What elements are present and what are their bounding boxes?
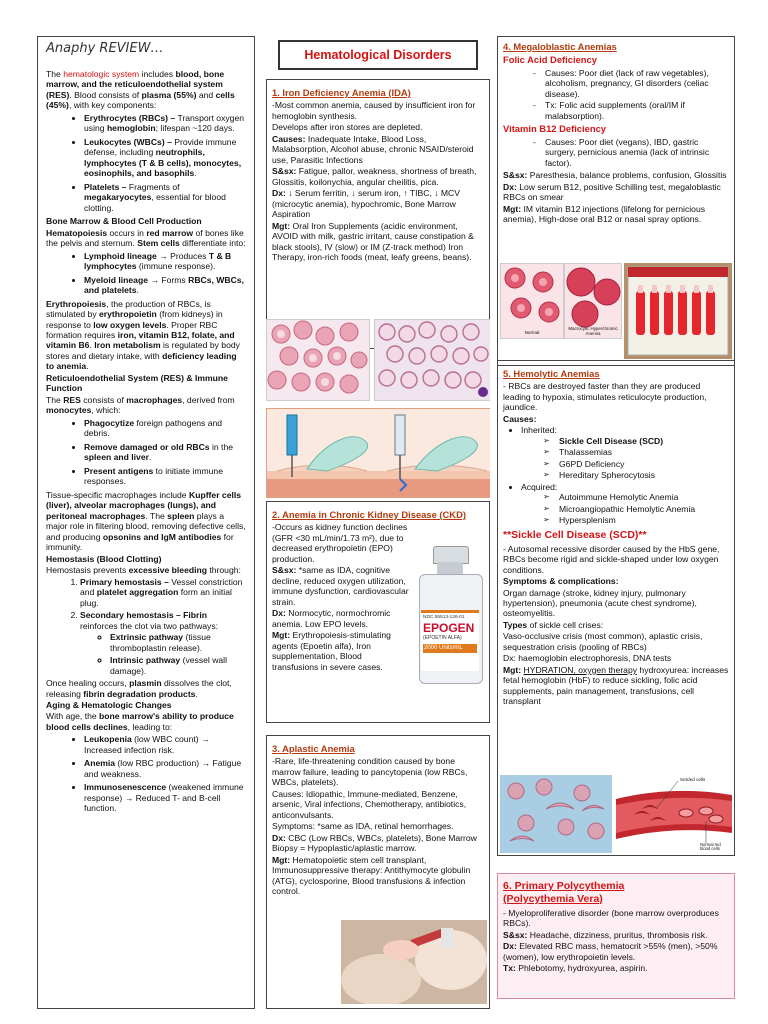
list-item: • Acquired: ➢ Autoimmune Hemolytic Anemia ➢ Microangiopathic Hemolytic Anemia ➢ Hypersplenism [521,482,729,526]
scd-types-label: Types of sickle cell crises: [503,619,604,630]
disorders-column-right [497,36,735,1009]
scd-types: Vaso-occlusive crisis (most common), aplastic crisis, sequestration crisis (pooling of RBCs) [503,631,703,652]
acquired-list [521,492,729,525]
list-item: ➢ Hypersplenism [559,515,729,525]
b12-list [503,137,729,168]
ckd-line: -Occurs as kidney function declines (GFR <30 mL/min/1.73 m²), due to decreased erythropoietin (EPO) production. [272,522,408,564]
section-heading: 5. Hemolytic Anemias [503,368,600,379]
megaloblastic-anemia-section [497,36,735,366]
list-item: ◦ Intrinsic pathway (vessel wall damage). [110,655,246,676]
page-title: Hematological Disorders [278,40,478,70]
scd-diagnosis: Dx: haemoglobin electrophoresis, DNA tests [503,653,672,664]
list-item: ➢ Sickle Cell Disease (SCD) [559,436,729,446]
section-heading: 3. Aplastic Anemia [272,743,355,754]
injection-technique-illustration [266,408,490,498]
list-item: 2. Secondary hemostasis – Fibrin reinforces the clot via two pathways: ◦ Extrinsic pathway (tissue thromboplastin release). ◦ Intrinsic pathway (vessel wall damage). [80,610,246,676]
bone-marrow-heading: Bone Marrow & Blood Cell Production [46,216,202,227]
bone-marrow-biopsy-photo [341,920,487,1004]
list-item: - Causes: Poor diet (lack of raw vegetables), alcoholism, pregnancy, GI disorders (celiac disease). [545,68,729,99]
list-item: - Tx: Folic acid supplements (oral/IM if malabsorption). [545,100,729,121]
list-item: 1. Primary hemostasis – Vessel constriction and platelet aggregation form an initial plug. [80,577,246,608]
inherited-list [521,436,729,481]
hemostasis-text: Hemostasis prevents excessive bleeding through: [46,565,241,576]
polycythemia-section [497,873,735,999]
aplastic-line: Causes: Idiopathic, Immune-mediated, Benzene, arsenic, Viral infections, Chemotherapy, antibiotics, anticonvulsants. [272,788,467,820]
list-item: • Platelets – Fragments of megakaryocytes, essential for blood clotting. [84,182,246,213]
list-item: • Immunosenescence (weakened immune response) → Reduced T- and B-cell function. [84,782,246,813]
list-item: • Leukocytes (WBCs) – Provide immune defense, including neutrophils, lymphocytes (T & B cells), monocytes, eosinophils, and basophils. [84,137,246,179]
lineage-list [46,251,246,296]
aplastic-anemia-section [266,735,490,1009]
ida-section [266,79,490,349]
polycythemia-treatment: Tx: Phlebotomy, hydroxyurea, aspirin. [503,963,648,974]
normal-blood-smear-image [266,319,370,401]
list-item: • Erythrocytes (RBCs) – Transport oxygen using hemoglobin; lifespan ~120 days. [84,113,246,134]
blood-components-list [46,113,246,213]
pathway-list [80,632,246,676]
ida-symptoms: S&sx: Fatigue, pallor, weakness, shortness of breath, Glossitis, koilonychia, angular cheilitis, pica. [272,166,477,187]
aging-text: With age, the bone marrow's ability to produce blood cells declines, leading to: [46,711,234,732]
list-item: ➢ Thalassemias [559,447,729,457]
folic-acid-list [503,68,729,121]
erythropoiesis-text: Erythropoiesis, the production of RBCs, is stimulated by erythropoietin (from kidneys) in response to low oxygen levels. Proper RBC formation requires iron, vitamin B12, folate, and vitamin B6. Iron metabolism is regulated by body stores and dietary intake, with deficiency leading to anemia. [46,298,240,372]
ckd-section [266,501,490,723]
sickle-cell-smear-image [500,775,612,853]
ckd-symptoms: S&sx: *same as IDA, cognitive decline, reduced oxygen utilization, immune dysfunction, cardiovascular strain. [272,565,409,607]
ida-diagnosis: Dx: ↓ Serum ferritin, ↓ serum iron, ↑ TIBC, ↓ MCV (microcytic anemia), hypochromic, Bone Marrow Aspiration [272,188,460,220]
healing-text: Once healing occurs, plasmin dissolves the clot, releasing fibrin degradation products. [46,678,232,699]
section-heading: 2. Anemia in Chronic Kidney Disease (CKD) [272,509,466,520]
aplastic-diagnosis: Dx: CBC (Low RBCs, WBCs, platelets), Bone Marrow Biopsy = Hypoplastic/aplastic marrow. [272,832,477,854]
anaphy-review-panel [37,36,255,1009]
aplastic-line: Symptoms: *same as IDA, retinal hemorrhages. [272,821,454,832]
review-title: Anaphy REVIEW… [46,41,164,56]
review-intro: The hematologic system includes blood, bone marrow, and the reticuloendothelial system (RES). Blood consists of plasma (55%) and cells (45%), with key components: [46,68,235,111]
hemolytic-causes-list [503,425,729,525]
list-item: ➢ Autoimmune Hemolytic Anemia [559,492,729,502]
sickled-vs-normal-vessel-diagram: Sickled cells Normal red blood cells [616,775,732,853]
list-item: • Phagocytize foreign pathogens and debris. [84,418,246,439]
res-heading: Reticuloendothelial System (RES) & Immune Function [46,372,228,394]
section-heading: 6. Primary Polycythemia [503,880,625,892]
scd-heading: **Sickle Cell Disease (SCD)** [503,528,647,541]
aging-list [46,734,246,813]
ida-causes: Causes: Inadequate Intake, Blood Loss, Malabsorption, Alcohol abuse, chronic NSAID/steroid use, Parasitic Infections [272,133,474,165]
epogen-vial-image: NDC 55513-126-01 EPOGEN (EPOETIN ALFA) 2000 Units/mL [415,546,485,686]
section-heading: 4. Megaloblastic Anemias [503,41,617,52]
hemolytic-anemia-section [497,360,735,856]
res-functions-list [46,418,246,487]
hemostasis-heading: Hemostasis (Blood Clotting) [46,553,162,564]
list-item: • Present antigens to initiate immune responses. [84,466,246,487]
normal-rbc-image: Normal [500,263,564,339]
mega-management: Mgt: IM vitamin B12 injections (lifelong for pernicious anemia), High-dose oral B12 or nasal spray options. [503,203,706,225]
disorders-column-middle [266,36,490,1009]
scd-line: - Autosomal recessive disorder caused by the HbS gene, RBCs become rigid and sickle-shaped under low oxygen conditions. [503,543,720,575]
scd-complications-label: Symptoms & complications: [503,576,619,587]
macrocytic-rbc-image: Macrocytic Hyperchromic Anemia [564,263,622,339]
list-item: • Lymphoid lineage → Produces T & B lymphocytes (immune response). [84,251,246,272]
list-item: • Leukopenia (low WBC count) → Increased infection risk. [84,734,246,755]
aplastic-management: Mgt: Hematopoietic stem cell transplant, Immunosuppressive therapy: Antithymocyte globulin (ATG), cyclosporine, Blood transfusions & infection control. [272,854,471,897]
aging-heading: Aging & Hematologic Changes [46,699,172,710]
list-item: - Causes: Poor diet (vegans), IBD, gastric surgery, pernicious anemia (lack of intrinsic factor). [545,137,729,168]
ckd-diagnosis: Dx: Normocytic, normochromic anemia. Low EPO levels. [272,608,391,629]
list-item: ➢ G6PD Deficiency [559,459,729,469]
ckd-management: Mgt: Erythropoiesis-stimulating agents (Epoetin alfa), Iron supplementation, Blood transfusions in severe cases. [272,630,391,672]
mega-diagnosis: Dx: Low serum B12, positive Schilling test, megaloblastic RBCs on smear [503,181,721,203]
mega-symptoms: S&sx: Paresthesia, balance problems, confusion, Glossitis [503,170,727,181]
hematopoiesis-text: Hematopoiesis occurs in red marrow of bones like the pelvis and sternum. Stem cells differentiate into: [46,227,246,249]
b12-heading: Vitamin B12 Deficiency [503,123,606,135]
list-item: • Remove damaged or old RBCs in the spleen and liver. [84,442,246,463]
hemolytic-line: - RBCs are destroyed faster than they are produced leading to hypoxia, stimulates reticulocyte production, jaundice. [503,381,707,413]
aplastic-line: -Rare, life-threatening condition caused by bone marrow failure, leading to pancytopenia (low RBCs, WBCs, platelets). [272,756,468,788]
list-item: ➢ Microangiopathic Hemolytic Anemia [559,504,729,514]
scd-complications: Organ damage (stroke, kidney injury, pulmonary hypertension), pneumonia (acute chest syndrome), osteomyelitis. [503,587,697,619]
b12-injection-box-photo [624,263,732,359]
list-item: ◦ Extrinsic pathway (tissue thromboplastin release). [110,632,246,653]
ida-line: Develops after iron stores are depleted. [272,122,423,133]
list-item: • Inherited: ➢ Sickle Cell Disease (SCD) ➢ Thalassemias ➢ G6PD Deficiency ➢ Hereditary Spherocytosis [521,425,729,480]
hemostasis-list [46,577,246,676]
res-text: The RES consists of macrophages, derived from monocytes, which: [46,394,235,416]
polycythemia-symptoms: S&sx: Headache, dizziness, pruritus, thrombosis risk. [503,929,708,940]
list-item: • Anemia (low RBC production) → Fatigue and weakness. [84,758,246,779]
hemolytic-causes-label: Causes: [503,413,537,424]
list-item: • Myeloid lineage → Forms RBCs, WBCs, and platelets. [84,275,246,296]
hypochromic-blood-smear-image [374,319,490,401]
ida-management: Mgt: Oral Iron Supplements (acidic environment, AVOID with milk, gastric irritant, cause constipation & black stools), IV (slow) or IM (Z-track method) Iron Therapy, iron-rich foods (meat, leafy greens, beans). [272,220,474,263]
section-subheading: (Polycythemia Vera) [503,892,603,905]
folic-acid-heading: Folic Acid Deficiency [503,54,597,66]
scd-management: Mgt: HYDRATION, oxygen therapy hydroxyurea: increases fetal hemoglobin (HbF) to reduce sickling, folic acid supplements, pain management, transfusions, cell transplant [503,664,729,707]
polycythemia-diagnosis: Dx: Elevated RBC mass, hematocrit >55% (men), >50% (women), low erythropoietin levels. [503,941,718,962]
polycythemia-line: - Myeloproliferative disorder (bone marrow overproduces RBCs). [503,907,719,929]
list-item: ➢ Hereditary Spherocytosis [559,470,729,480]
macrophage-text: Tissue-specific macrophages include Kupffer cells (liver), alveolar macrophages (lungs), and peritoneal macrophages. The spleen plays a major role in filtering blood, removing defective cells, and producing opsonins and IgM antibodies for immunity. [46,489,246,553]
section-heading: 1. Iron Deficiency Anemia (IDA) [272,87,411,98]
ida-line: -Most common anemia, caused by insufficient iron for hemoglobin synthesis. [272,100,476,121]
